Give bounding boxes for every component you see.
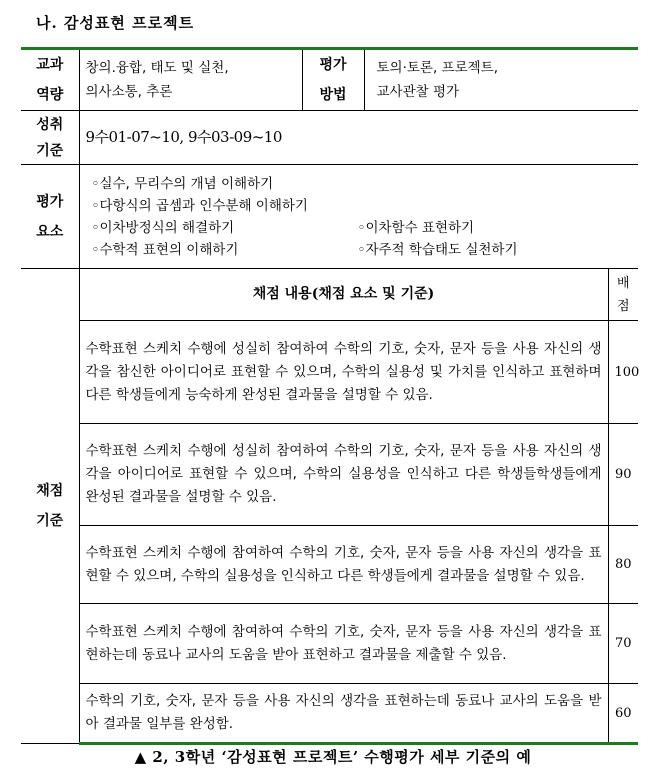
assessment-table: [21, 47, 638, 745]
criteria-row: [21, 604, 638, 684]
criteria-score: 100: [608, 321, 638, 424]
value-assessment-elements: [79, 165, 638, 269]
element-line: [92, 173, 627, 195]
element-item: ◦자주적 학습태도 실천하기: [357, 241, 518, 258]
label-assessment-method: [302, 49, 364, 111]
row-assessment-elements: [21, 165, 638, 269]
row-criteria-header: [21, 269, 638, 321]
table-caption: ▲ 2, 3학년 ‘감성표현 프로젝트’ 수행평가 세부 기준의 예: [134, 748, 532, 766]
label-line: 기준: [36, 513, 64, 529]
label-line: 교과: [36, 57, 64, 73]
value-line: 교사관찰 평가: [376, 84, 460, 100]
element-item: ◦수학적 표현의 이해하기: [91, 241, 239, 258]
element-item: ◦다항식의 곱셈과 인수분해 이해하기: [91, 197, 308, 214]
score-header-line: 점: [616, 298, 630, 314]
label-line: 채점: [36, 483, 64, 499]
criteria-text: 수학표현 스케치 수행에 참여하여 수학의 기호, 숫자, 문자 등을 사용 자신의 생각을 표현할 수 있으며, 수학의 실용성을 인식하고 다른 학생들에게 결과물을 설명할 수 있음.: [79, 526, 608, 604]
criteria-text: 수학표현 스케치 수행에 성실히 참여하여 수학의 기호, 숫자, 문자 등을 사용 자신의 생각을 참신한 아이디어로 표현할 수 있으며, 수학의 실용성 및 가치를 인식하고 표현하며 다른 학생들에게 능숙하게 완성된 결과물을 설명할 수 있음.: [79, 321, 608, 424]
criteria-content-header: 채점 내용(채점 요소 및 기준): [79, 269, 608, 321]
label-line: 방법: [319, 87, 347, 103]
criteria-row: [21, 424, 638, 526]
score-header-line: 배: [616, 275, 630, 291]
criteria-score: 70: [608, 604, 638, 684]
label-line: 역량: [36, 87, 64, 103]
criteria-row: [21, 684, 638, 744]
element-item: ◦이차함수 표현하기: [357, 219, 475, 236]
label-line: 기준: [36, 142, 64, 159]
value-assessment-method: [364, 49, 638, 111]
label-subject-competency: [21, 49, 79, 111]
label-scoring-criteria: [21, 269, 79, 744]
row-competency-method: [21, 49, 638, 111]
label-assessment-elements: [21, 165, 79, 269]
value-line: 창의.융합, 태도 및 실천,: [85, 60, 229, 76]
criteria-score: 80: [608, 526, 638, 604]
element-line: [92, 195, 627, 217]
label-line: 평가: [36, 193, 64, 210]
criteria-text: 수학표현 스케치 수행에 참여하여 수학의 기호, 숫자, 문자 등을 사용 자신의 생각을 표현하는데 동료나 교사의 도움을 받아 표현하고 결과물을 제출할 수 있음.: [79, 604, 608, 684]
value-line: 의사소통, 추론: [85, 84, 173, 100]
section-title: 나. 감성표현 프로젝트: [36, 14, 195, 32]
element-item: ◦실수, 무리수의 개념 이해하기: [91, 175, 274, 192]
label-achievement-standard: [21, 111, 79, 165]
criteria-score: 60: [608, 684, 638, 744]
criteria-text: 수학의 기호, 숫자, 문자 등을 사용 자신의 생각을 표현하는데 동료나 교사의 도움을 받아 결과물 일부를 완성함.: [79, 684, 608, 744]
value-subject-competency: [79, 49, 302, 111]
value-achievement-standard: 9수01-07~10, 9수03-09~10: [79, 111, 638, 165]
criteria-row: [21, 321, 638, 424]
criteria-row: [21, 526, 638, 604]
criteria-score: 90: [608, 424, 638, 526]
score-header: [608, 269, 638, 321]
value-line: 토의·토론, 프로젝트,: [376, 60, 498, 76]
label-line: 성취: [36, 116, 64, 133]
element-line: [92, 217, 627, 239]
row-achievement-standard: [21, 111, 638, 165]
element-item: ◦이차방정식의 해결하기: [91, 219, 235, 236]
label-line: 평가: [319, 57, 347, 73]
label-line: 요소: [36, 223, 64, 240]
element-line: [92, 239, 627, 261]
criteria-text: 수학표현 스케치 수행에 성실히 참여하여 수학의 기호, 숫자, 문자 등을 사용 자신의 생각을 아이디어로 표현할 수 있으며, 수학의 실용성을 인식하고 다른 학생들학생들에게 완성된 결과물을 설명할 수 있음.: [79, 424, 608, 526]
